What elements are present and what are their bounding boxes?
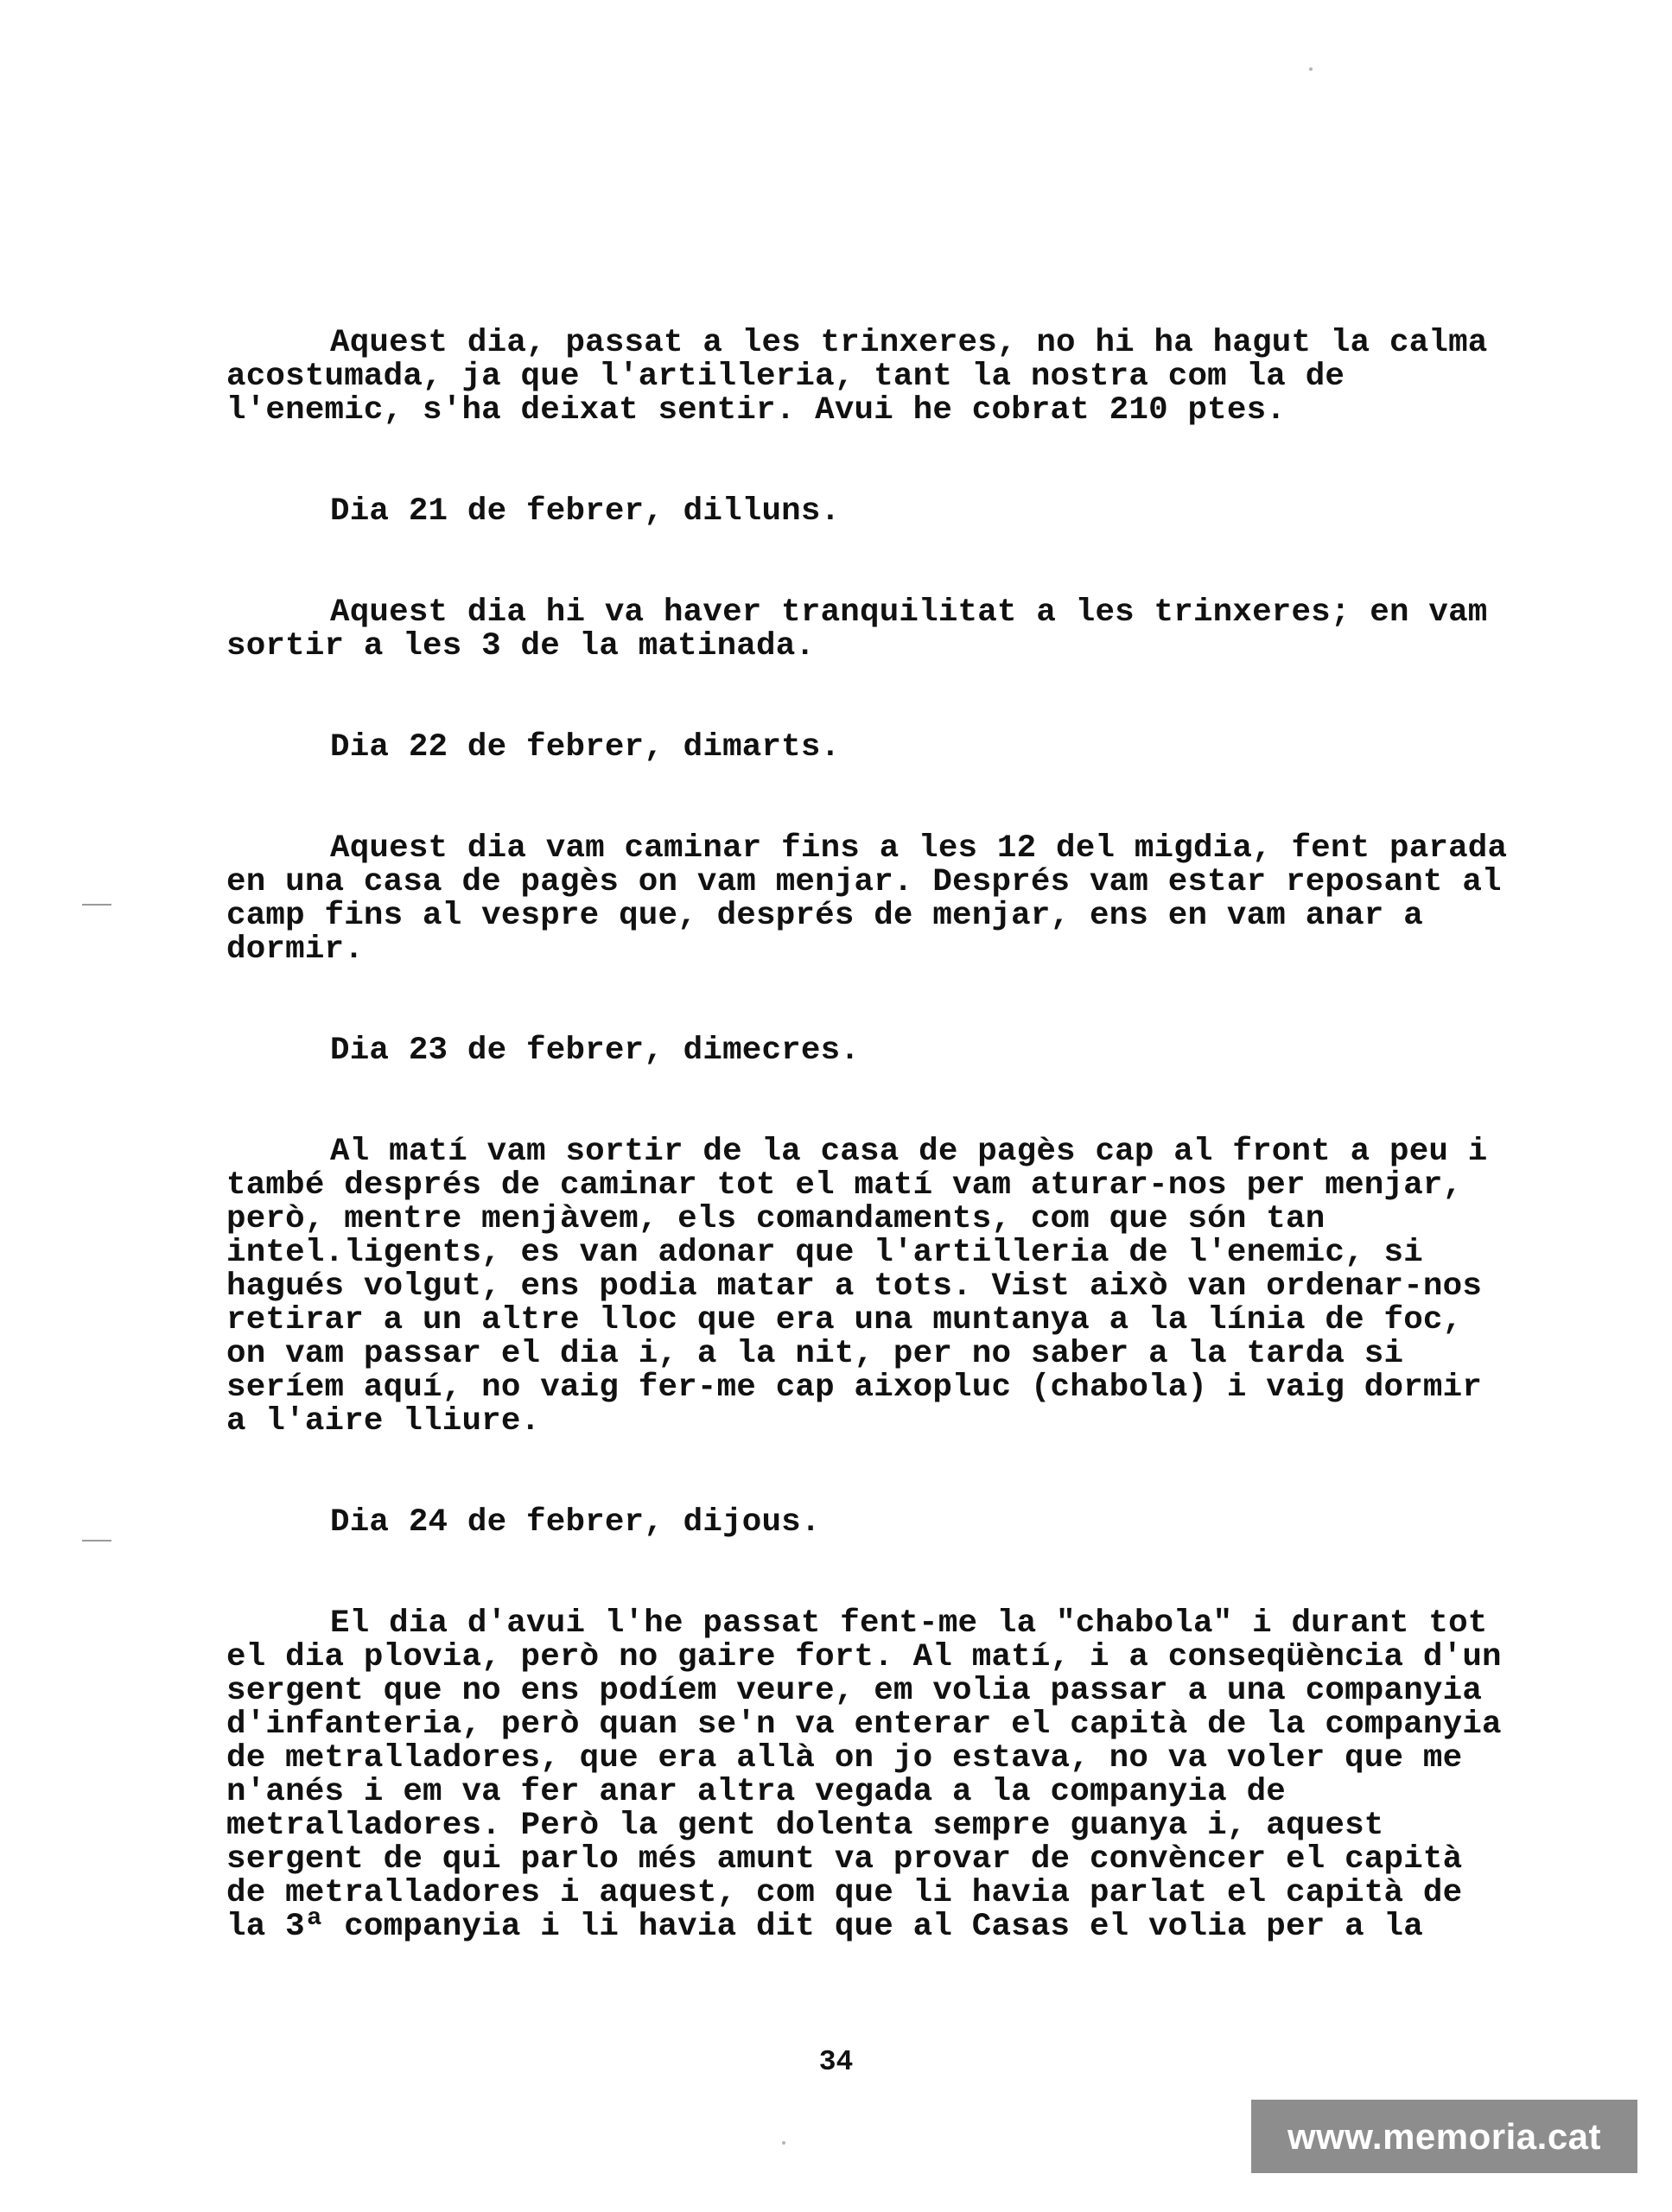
watermark-badge [1251,2100,1637,2173]
watermark-text: www.memoria.cat [1287,2115,1602,2157]
page-number: 34 [818,2046,854,2078]
paragraph: Aquest dia, passat a les trinxeres, no hi ha hagut la calma acostumada, ja que l'artilleria, tant la nostra com la de l'enemic, s'ha deixat sentir. Avui he cobrat 210 ptes. [226,325,1488,429]
date-heading: Dia 23 de febrer, dimecres. [330,1033,860,1069]
scan-speck [782,2141,785,2145]
date-heading: Dia 24 de febrer, dijous. [330,1504,821,1541]
margin-mark-upper [82,904,111,906]
date-heading: Dia 21 de febrer, dilluns. [330,493,841,530]
paragraph: Aquest dia vam caminar fins a les 12 del migdia, fent parada en una casa de pagès on vam menjar. Després vam estar reposant al camp fins al vespre que, després de menjar, ens en vam anar a dormir. [226,830,1508,968]
paragraph: El dia d'avui l'he passat fent-me la "chabola" i durant tot el dia plovia, però no gaire fort. Al matí, i a conseqüència d'un sergent que no ens podíem veure, em volia passar a una companyia d'infanteria, però quan se'n va enterar el capità de la companyia de metralladores, que era allà on jo estava, no va voler que me n'anés i em va fer anar altra vegada a la companyia de metralladores. Però la gent dolenta sempre guanya i, aquest sergent de qui parlo més amunt va provar de convèncer el capità de metralladores i aquest, com que li havia parlat el capità de la 3ª companyia i li havia dit que al Casas el volia per a la [226,1605,1502,1945]
paragraph: Al matí vam sortir de la casa de pagès cap al front a peu i també després de caminar tot el matí vam aturar-nos per menjar, però, mentre menjàvem, els comandaments, com que són tan intel.ligents, es van adonar que l'artilleria de l'enemic, si hagués volgut, ens podia matar a tots. Vist això van ordenar-nos retirar a un altre lloc que era una muntanya a la línia de foc, on vam passar el dia i, a la nit, per no saber a la tarda si seríem aquí, no vaig fer-me cap aixopluc (chabola) i vaig dormir a l'aire lliure. [226,1134,1488,1440]
paragraph: Aquest dia hi va haver tranquilitat a les trinxeres; en vam sortir a les 3 de la matinada. [226,594,1488,664]
scan-speck [1309,67,1313,71]
margin-mark-lower [82,1540,111,1541]
diary-page-text [226,327,1548,1944]
date-heading: Dia 22 de febrer, dimarts. [330,729,841,766]
